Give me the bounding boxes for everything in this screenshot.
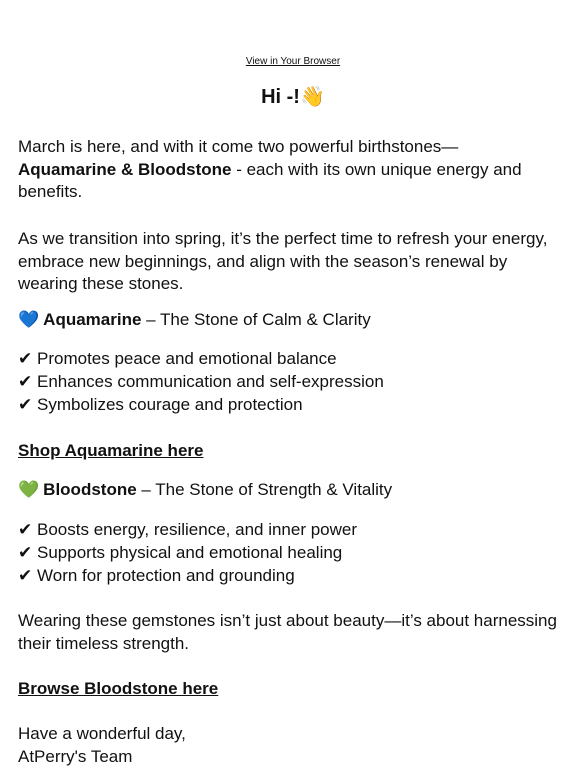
list-item xyxy=(18,371,568,394)
aquamarine-tagline: – The Stone of Calm & Clarity xyxy=(141,310,371,329)
checkmark-icon: ✔ xyxy=(18,542,33,562)
list-item xyxy=(18,519,568,542)
aquamarine-name: Aquamarine xyxy=(43,310,142,329)
checkmark-icon: ✔ xyxy=(18,394,33,414)
blue-heart-icon: 💙 xyxy=(18,310,40,329)
bloodstone-heading xyxy=(18,479,568,501)
list-item xyxy=(18,565,568,588)
closing-paragraph: Wearing these gemstones isn’t just about beauty—it’s about harnessing their timeless strength. xyxy=(18,611,557,653)
checkmark-icon: ✔ xyxy=(18,565,33,585)
bloodstone-benefits-list xyxy=(18,519,568,587)
benefit-text: Worn for protection and grounding xyxy=(37,565,295,585)
list-item xyxy=(18,348,568,371)
browse-bloodstone-link[interactable]: Browse Bloodstone here xyxy=(18,679,219,698)
checkmark-icon: ✔ xyxy=(18,520,33,539)
signoff-line-2: AtPerry's Team xyxy=(18,746,133,766)
intro-paragraph xyxy=(18,136,568,204)
intro-stones-bold: Aquamarine & Bloodstone xyxy=(18,159,232,179)
benefit-text: Enhances communication and self-expression xyxy=(37,371,384,391)
intro-line-2: - each with its own unique energy and benefits. xyxy=(18,159,522,201)
benefit-text: Boosts energy, resilience, and inner power xyxy=(37,520,358,539)
list-item xyxy=(18,542,568,565)
intro-line-1: March is here, and with it come two powerful birthstones— xyxy=(18,137,459,156)
aquamarine-heading xyxy=(18,309,568,331)
green-heart-icon: 💚 xyxy=(18,480,40,499)
spring-paragraph: As we transition into spring, it’s the perfect time to refresh your energy, embrace new beginnings, and align with the season’s renewal by wearing these stones. xyxy=(18,229,548,293)
list-item xyxy=(18,394,568,417)
waving-hand-icon: 👋 xyxy=(299,86,325,108)
shop-aquamarine-link[interactable]: Shop Aquamarine here xyxy=(18,441,204,460)
checkmark-icon: ✔ xyxy=(18,349,33,368)
bloodstone-tagline: – The Stone of Strength & Vitality xyxy=(136,480,393,499)
signoff-line-1: Have a wonderful day, xyxy=(18,724,186,743)
signoff xyxy=(18,723,568,768)
greeting-text: Hi -! xyxy=(261,86,300,108)
aquamarine-benefits-list xyxy=(18,348,568,416)
benefit-text: Promotes peace and emotional balance xyxy=(37,349,337,368)
bloodstone-name: Bloodstone xyxy=(43,480,137,499)
checkmark-icon: ✔ xyxy=(18,371,33,391)
benefit-text: Supports physical and emotional healing xyxy=(37,542,343,562)
view-in-browser-link[interactable]: View in Your Browser xyxy=(245,56,341,67)
benefit-text: Symbolizes courage and protection xyxy=(37,394,303,414)
greeting-heading xyxy=(18,84,568,110)
